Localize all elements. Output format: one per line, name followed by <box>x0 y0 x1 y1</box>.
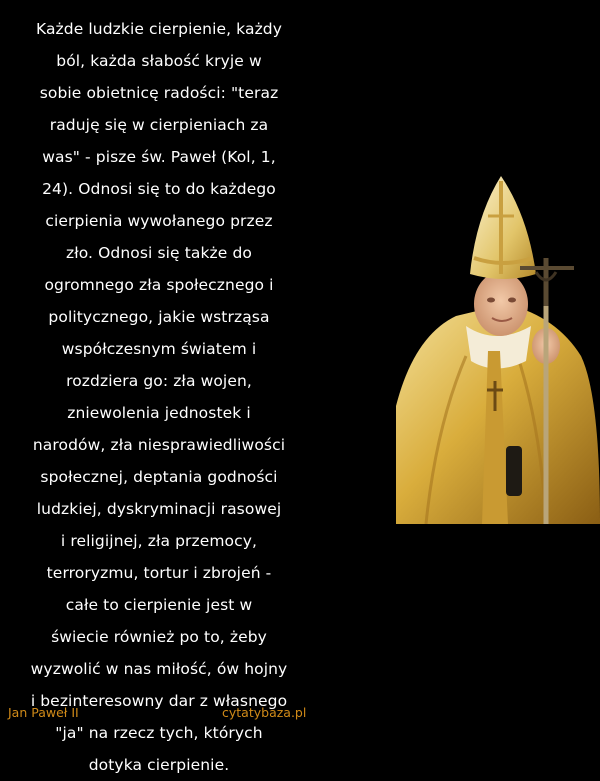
quote-line: ludzkiej, dyskryminacji rasowej <box>36 500 282 518</box>
quote-line: was" - pisze św. Paweł (Kol, 1, <box>42 148 276 166</box>
quote-line: świecie również po to, żeby <box>51 628 267 646</box>
quote-line: terroryzmu, tortur i zbrojeń - <box>46 564 272 582</box>
quote-line: Każde ludzkie cierpienie, każdy <box>35 20 283 38</box>
quote-line: cierpienia wywołanego przez <box>45 212 273 230</box>
quote-line: zniewolenia jednostek i <box>67 404 251 422</box>
quote-line: sobie obietnicę radości: "teraz <box>39 84 279 102</box>
quote-line: dotyka cierpienie. <box>88 756 230 774</box>
quote-text <box>4 13 314 781</box>
quote-line: i bezinteresowny dar z własnego <box>30 692 288 710</box>
quote-line: wyzwolić w nas miłość, ów hojny <box>30 660 288 678</box>
quote-line: "ja" na rzecz tych, których <box>55 724 263 742</box>
quote-line: politycznego, jakie wstrząsa <box>48 308 270 326</box>
site-name: cytatybaza.pl <box>222 705 307 720</box>
quote-line: współczesnym światem i <box>61 340 257 358</box>
portrait-image <box>396 176 600 524</box>
quote-line: ogromnego zła społecznego i <box>44 276 274 294</box>
quote-line: rozdziera go: zła wojen, <box>66 372 252 390</box>
author-name: Jan Paweł II <box>8 705 79 720</box>
quote-line: społecznej, deptania godności <box>40 468 278 486</box>
quote-line: zło. Odnosi się także do <box>66 244 252 262</box>
quote-line: ból, każda słabość kryje w <box>56 52 262 70</box>
quote-line: raduję się w cierpieniach za <box>49 116 269 134</box>
quote-line: całe to cierpienie jest w <box>65 596 253 614</box>
quote-line: i religijnej, zła przemocy, <box>60 532 258 550</box>
quote-line: 24). Odnosi się to do każdego <box>42 180 276 198</box>
quote-line: narodów, zła niesprawiedliwości <box>32 436 286 454</box>
